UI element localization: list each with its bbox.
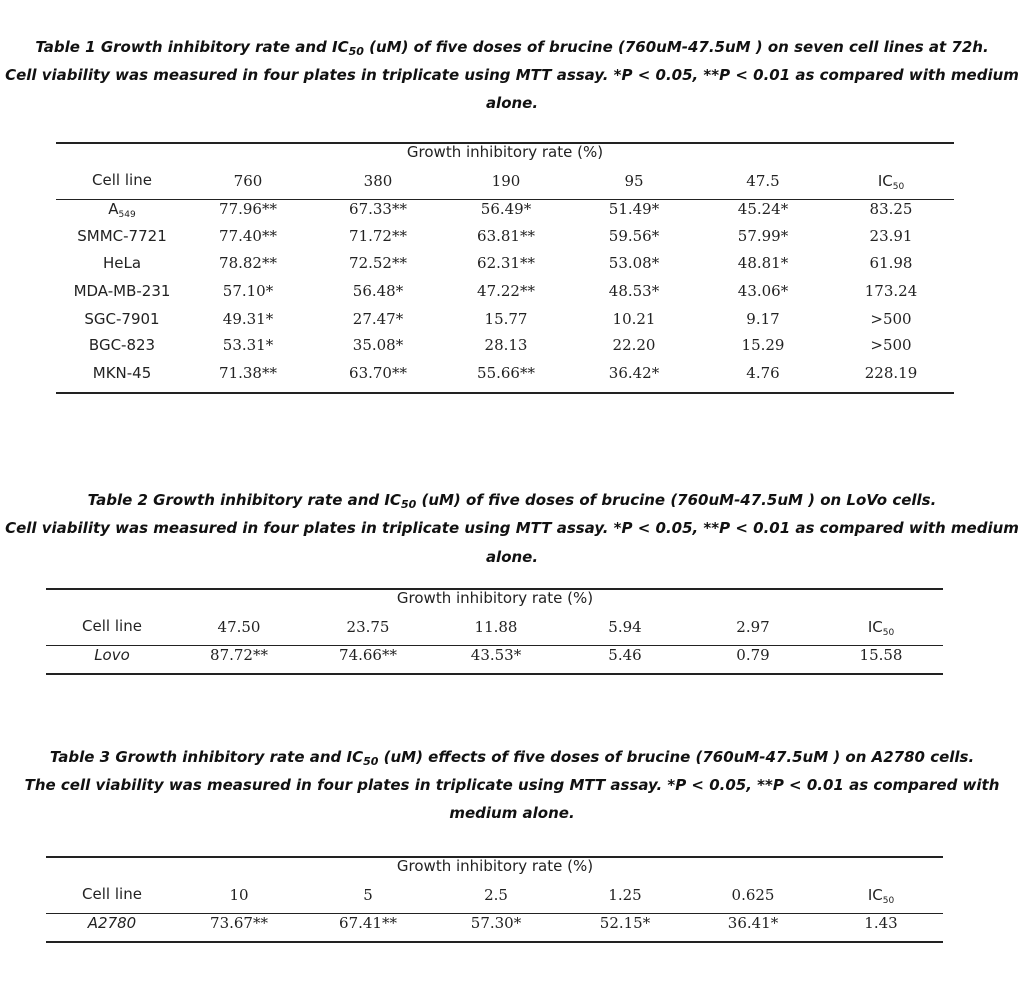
table-2-col-header: 47.50: [217, 618, 261, 636]
table-row-label: BGC-823: [88, 336, 156, 354]
table-2-col-header: 2.97: [736, 618, 770, 636]
table-2-col-header: Cell line: [82, 617, 142, 635]
table-cell: 52.15*: [599, 914, 651, 932]
table-3-col-header: Cell line: [82, 885, 142, 903]
table-cell: 35.08*: [352, 336, 404, 354]
table-2-col-header: 23.75: [346, 618, 390, 636]
table-cell: 71.72**: [349, 227, 407, 245]
table-2-caption-line-1: Table 2 Growth inhibitory rate and $IC_{50}$ (uM) of five doses of brucine (760uM-47.5uM ) on LoVo cells.: [87, 491, 937, 511]
table-cell: 15.29: [741, 336, 785, 354]
table-cell: 87.72**: [210, 646, 268, 664]
table-cell: 55.66**: [477, 364, 535, 382]
table-cell: 73.67**: [210, 914, 268, 932]
table-cell: 51.49*: [608, 200, 660, 218]
table-cell: 61.98: [869, 254, 913, 272]
table-row-label: Lovo: [94, 646, 130, 664]
table-row-label: SGC-7901: [84, 310, 160, 328]
table-cell: 10.21: [612, 310, 656, 328]
table-3-bottom-rule: [46, 941, 943, 943]
table-2-col-header: 5.94: [608, 618, 642, 636]
table-cell: 43.53*: [470, 646, 522, 664]
table-3-col-header: 10: [229, 886, 249, 904]
table-cell: 27.47*: [352, 310, 404, 328]
table-cell: 173.24: [864, 282, 918, 300]
table-2-col-header: 11.88: [474, 618, 518, 636]
table-cell: 5.46: [608, 646, 642, 664]
table-cell: 36.42*: [608, 364, 660, 382]
table-row-label: A2780: [87, 914, 137, 932]
table-3-caption-line-3: medium alone.: [449, 804, 575, 822]
table-cell: 72.52**: [349, 254, 407, 272]
table-cell: 56.48*: [352, 282, 404, 300]
table-cell: 0.79: [736, 646, 770, 664]
table-cell: 23.91: [869, 227, 913, 245]
table-cell: 15.77: [484, 310, 528, 328]
table-3-group-header: Growth inhibitory rate (%): [396, 857, 594, 875]
table-cell: 228.19: [864, 364, 918, 382]
table-cell: >500: [870, 336, 912, 354]
table-1-caption-line-1: Table 1 Growth inhibitory rate and $IC_{50}$ (uM) of five doses of brucine (760uM-47.5uM ) on seven cell lines at 72h.: [35, 38, 989, 58]
table-cell: 56.49*: [480, 200, 532, 218]
table-cell: 45.24*: [737, 200, 789, 218]
table-row-label: SMMC-7721: [77, 227, 167, 245]
table-cell: 48.81*: [737, 254, 789, 272]
table-row-label: MKN-45: [92, 364, 152, 382]
table-cell: 83.25: [869, 200, 913, 218]
table-cell: 1.43: [864, 914, 898, 932]
table-cell: 77.96**: [219, 200, 277, 218]
table-3-caption-line-2: The cell viability was measured in four plates in triplicate using MTT assay. *P < 0.05, **P < 0.01 as compared with: [24, 776, 1000, 794]
table-3-col-header-ic50: $IC_{50}$: [867, 886, 895, 906]
table-2-group-header: Growth inhibitory rate (%): [396, 589, 594, 607]
table-cell: 57.30*: [470, 914, 522, 932]
table-1-col-header: 760: [233, 172, 263, 190]
table-1-col-header: Cell line: [92, 171, 152, 189]
table-cell: 67.33**: [349, 200, 407, 218]
table-2-caption-line-2: Cell viability was measured in four plates in triplicate using MTT assay. *P < 0.05, **P < 0.01 as compared with medium: [5, 519, 1019, 537]
table-1-col-header: 190: [491, 172, 521, 190]
table-3-col-header: 1.25: [608, 886, 642, 904]
table-cell: 59.56*: [608, 227, 660, 245]
table-cell: >500: [870, 310, 912, 328]
table-cell: 67.41**: [339, 914, 397, 932]
table-3-caption-line-1: Table 3 Growth inhibitory rate and $IC_{50}$ (uM) effects of five doses of brucine (760uM-47.5uM ) on A2780 cells.: [49, 748, 975, 768]
table-cell: 53.31*: [222, 336, 274, 354]
table-1-group-header: Growth inhibitory rate (%): [406, 143, 604, 161]
table-row-label: HeLa: [102, 254, 142, 272]
table-cell: 47.22**: [477, 282, 535, 300]
table-cell: 4.76: [746, 364, 780, 382]
table-cell: 62.31**: [477, 254, 535, 272]
table-2-col-header-ic50: $IC_{50}$: [867, 618, 895, 638]
table-cell: 71.38**: [219, 364, 277, 382]
table-cell: 49.31*: [222, 310, 274, 328]
table-1-bottom-rule: [56, 392, 954, 394]
table-2-caption-line-3: alone.: [485, 548, 539, 566]
table-1-col-header: 380: [363, 172, 393, 190]
table-cell: 28.13: [484, 336, 528, 354]
table-cell: 57.99*: [737, 227, 789, 245]
table-1-col-header-ic50: $IC_{50}$: [877, 172, 905, 192]
table-cell: 74.66**: [339, 646, 397, 664]
table-2-bottom-rule: [46, 673, 943, 675]
table-cell: 63.70**: [349, 364, 407, 382]
table-cell: 43.06*: [737, 282, 789, 300]
table-cell: 53.08*: [608, 254, 660, 272]
table-cell: 63.81**: [477, 227, 535, 245]
table-cell: 36.41*: [727, 914, 779, 932]
table-1-caption-line-3: alone.: [485, 94, 539, 112]
table-cell: 15.58: [859, 646, 903, 664]
table-cell: 57.10*: [222, 282, 274, 300]
table-1-caption-line-2: Cell viability was measured in four plates in triplicate using MTT assay. *P < 0.05, **P < 0.01 as compared with medium: [5, 66, 1019, 84]
table-cell: 48.53*: [608, 282, 660, 300]
table-3-col-header: 5: [363, 886, 373, 904]
table-cell: 22.20: [612, 336, 656, 354]
table-cell: 77.40**: [219, 227, 277, 245]
table-3-col-header: 0.625: [731, 886, 775, 904]
table-1-col-header: 95: [624, 172, 644, 190]
table-3-col-header: 2.5: [484, 886, 508, 904]
table-cell: 9.17: [746, 310, 780, 328]
table-row-label: $A_{549}$: [108, 200, 136, 220]
table-1-col-header: 47.5: [746, 172, 780, 190]
table-row-label: MDA-MB-231: [73, 282, 171, 300]
table-cell: 78.82**: [219, 254, 277, 272]
